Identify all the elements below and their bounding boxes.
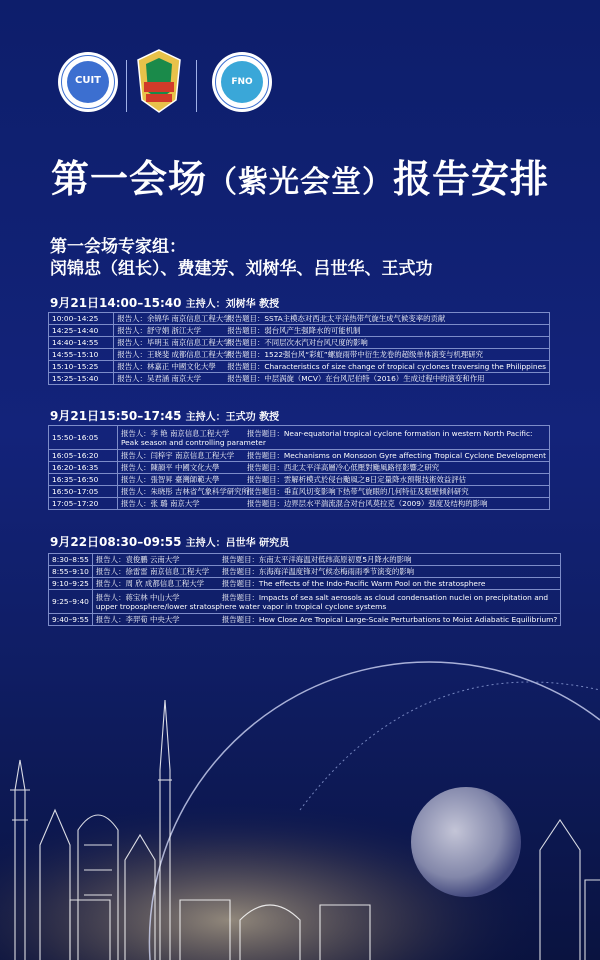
logo-divider bbox=[126, 60, 127, 112]
table-row: 14:40–14:55 报告人：毕明玉 南京信息工程大学报告题目：不同层次水汽对台风尺度的影响 bbox=[49, 337, 550, 349]
schedule-table bbox=[48, 312, 550, 385]
table-row: 8:55–9:10 报告人：徐雷雷 南京信息工程大学 报告题目：东海海洋温度锋对气候态梅雨雨季节演变的影响 bbox=[49, 566, 561, 578]
table-row: 14:55–15:10 报告人：王晓斐 成都信息工程大学报告题目：1522强台风“彩虹”螺旋雨带中衍生龙卷的超级单体演变与机理研究 bbox=[49, 349, 550, 361]
table-row: 15:10–15:25 报告人：林嘉正 中國文化大學 报告题目：Characteristics of size change of tropical cyclones traversing the Philippines bbox=[49, 361, 550, 373]
table-row: 15:50–16:05 报告人：李 艳 南京信息工程大学 报告题目：Near-equatorial tropical cyclone formation in western North Pacific: Peak season and controlling parameter bbox=[49, 426, 550, 450]
table-row: 16:50–17:05 报告人：朱晓彤 吉林省气象科学研究所报告题目：垂直风切变影响下热带气旋眼的几何特征及眼壁倾斜研究 bbox=[49, 486, 550, 498]
planet bbox=[411, 787, 521, 897]
session-heading: 9月22日08:30–09:55 主持人：吕世华 研究员 bbox=[50, 535, 290, 549]
table-row: 9:40–9:55 报告人：李羿荀 中央大学 报告题目：How Close Are Tropical Large-Scale Perturbations to Moist Adiabatic Equilibrium? bbox=[49, 614, 561, 626]
schedule-table bbox=[48, 425, 550, 510]
page-title: 第一会场（紫光会堂）报告安排 bbox=[50, 157, 550, 201]
table-row: 15:25–15:40 报告人：吴君涵 南京大学 报告题目：中层涡旋（MCV）在台风尼伯特（2016）生成过程中的演变和作用 bbox=[49, 373, 550, 385]
nuist-logo: FNO bbox=[212, 52, 272, 112]
logo-bar bbox=[0, 52, 600, 122]
table-row: 16:35–16:50 报告人：張智昇 臺灣師範大學 报告题目：雲解析模式於侵台颱風之8日定量降水預報技術效益評估 bbox=[49, 474, 550, 486]
table-row: 16:05–16:20 报告人：闫梓宇 南京信息工程大学 报告题目：Mechanisms on Monsoon Gyre affecting Tropical Cyclone Development bbox=[49, 450, 550, 462]
table-row: 14:25–14:40 报告人：舒守娟 浙江大学 报告题目：弱台风产生强降水的可能机制 bbox=[49, 325, 550, 337]
schedule-table bbox=[48, 553, 561, 626]
table-row: 16:20–16:35 报告人：陳韻平 中國文化大學 报告题目：西北太平洋高層冷心低壓對颱風路徑影響之研究 bbox=[49, 462, 550, 474]
expert-panel bbox=[50, 236, 433, 280]
table-row: 9:10–9:25 报告人：周 欣 成都信息工程大学 报告题目：The effects of the Indo-Pacific Warm Pool on the stratosphere bbox=[49, 578, 561, 590]
table-row: 8:30–8:55 报告人：袁俊鹏 云南大学 报告题目：东南太平洋海温对低纬高原初夏5月降水的影响 bbox=[49, 554, 561, 566]
table-row: 17:05–17:20 报告人：张 璐 南京大学 报告题目：边界层水平湍流混合对台风莫拉克（2009）强度及结构的影响 bbox=[49, 498, 550, 510]
table-row: 10:00–14:25 报告人：余锦华 南京信息工程大学报告题目：SSTA主模态对西北太平洋热带气旋生成气候变率的贡献 bbox=[49, 313, 550, 325]
session-heading: 9月21日15:50–17:45 主持人：王式功 教授 bbox=[50, 409, 280, 423]
cuit-logo: CUIT bbox=[58, 52, 118, 112]
expert-heading: 第一会场专家组： bbox=[50, 237, 186, 257]
session-heading: 9月21日14:00–15:40 主持人：刘树华 教授 bbox=[50, 296, 280, 310]
table-row: 9:25–9:40 报告人：蒋宝林 中山大学 报告题目：Impacts of sea salt aerosols as cloud condensation nuclei on precipitation and upper troposphere/lower stratosphere water vapor in tropical cyclone systems bbox=[49, 590, 561, 614]
expert-names: 闵锦忠（组长）、费建芳、刘树华、吕世华、王式功 bbox=[50, 259, 433, 279]
pccu-logo bbox=[136, 48, 182, 114]
logo-divider bbox=[196, 60, 197, 112]
